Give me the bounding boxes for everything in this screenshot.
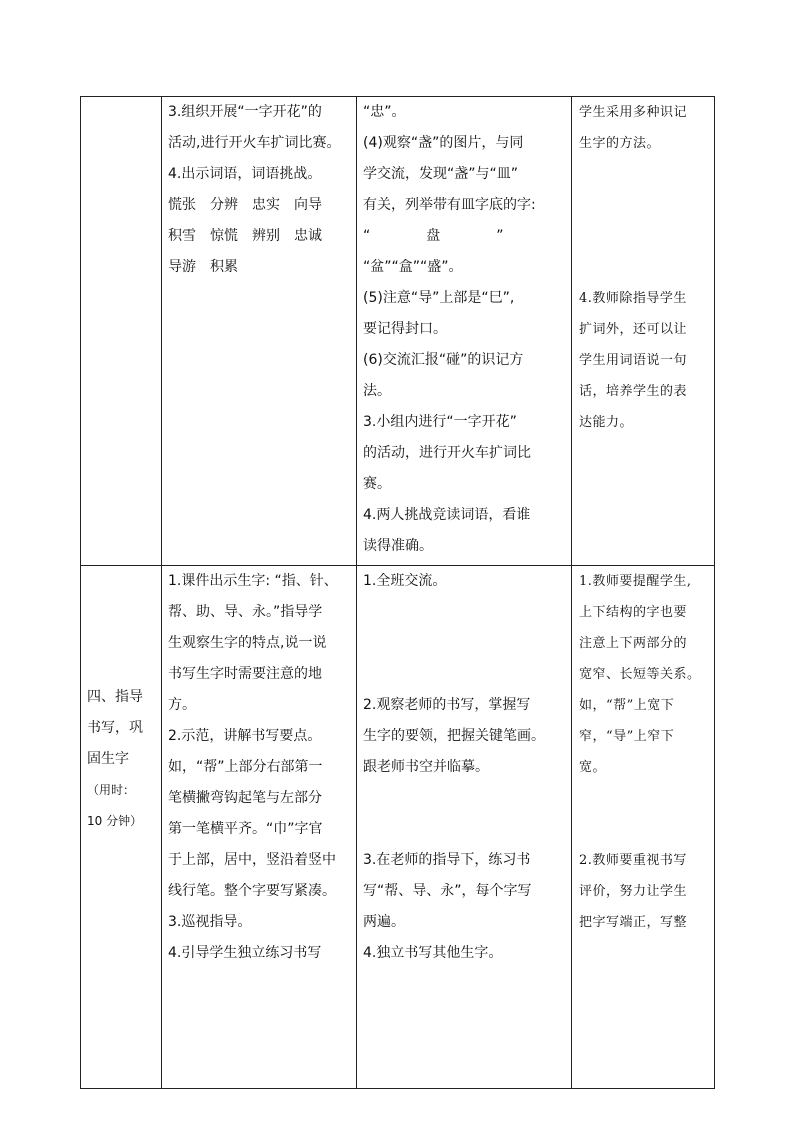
text-line: (5)注意“导”上部是“巳”, (363, 290, 515, 306)
stage-cell (81, 566, 162, 1089)
text-line: 有关，列举带有皿字底的字: (363, 197, 536, 213)
stage-cell-empty (81, 97, 162, 566)
text-line: 跟老师书空并临摹。 (363, 759, 489, 775)
teacher-activity-cell (162, 566, 357, 1089)
text-line: 第一笔横平齐。“巾”字官 (168, 821, 323, 837)
text-line: 把字写端正，写整 (579, 915, 688, 930)
text-line: 帮、助、导、永。”指导学 (168, 604, 323, 620)
stage-title-line: 书写，巩 (87, 720, 143, 736)
student-activity-cell (357, 97, 572, 566)
text-line: “ 盘 ” (363, 228, 504, 244)
text-line: 3.小组内进行“一字开花” (363, 414, 517, 430)
student-activity-cell (357, 566, 572, 1089)
lesson-plan-table (80, 96, 715, 1089)
text-line: 扩词外，还可以让 (579, 322, 688, 337)
text-line: (4)观察“盏”的图片，与同 (363, 135, 524, 151)
text-line: 生字的方法。 (579, 136, 661, 151)
text-line: “盆”“盒”“盛”。 (363, 259, 463, 275)
stage-title-line: 固生字 (87, 751, 129, 767)
teacher-activity-cell (162, 97, 357, 566)
text-line: 注意上下两部分的 (579, 636, 688, 651)
text-line: 2.教师要重视书写 (579, 853, 687, 868)
text-line: 1.教师要提醒学生, (579, 574, 692, 589)
stage-duration-line: 10 分钟） (87, 814, 143, 828)
text-line: 书写生字时需要注意的地 (168, 666, 322, 682)
text-line: 1.全班交流。 (363, 573, 447, 589)
text-line: 如，“帮”上部分右部第一 (168, 759, 323, 775)
text-line: 话，培养学生的表 (579, 384, 688, 399)
table-row (81, 566, 715, 1089)
text-line: 4.两人挑战竞读词语，看谁 (363, 507, 531, 523)
text-line: 2.观察老师的书写，掌握写 (363, 697, 531, 713)
design-notes-cell (572, 97, 715, 566)
text-line: 要记得封口。 (363, 321, 447, 337)
stage-title-line: 四、指导 (87, 689, 143, 705)
text-line: (6)交流汇报“碰”的识记方 (363, 352, 524, 368)
text-line: 方。 (168, 697, 196, 713)
text-line: 3.巡视指导。 (168, 914, 252, 930)
design-notes-cell (572, 566, 715, 1089)
text-line: 活动,进行开火车扩词比赛。 (168, 135, 341, 151)
text-line: 3.组织开展“一字开花”的 (168, 104, 322, 120)
text-line: 读得准确。 (363, 538, 433, 554)
text-line: 4.出示词语，词语挑战。 (168, 166, 322, 182)
table-row (81, 97, 715, 566)
text-line: 于上部，居中，竖沿着竖中 (168, 852, 336, 868)
text-line: 达能力。 (579, 415, 634, 430)
text-line: 3.在老师的指导下，练习书 (363, 852, 531, 868)
text-line: 生字的要领，把握关键笔画。 (363, 728, 545, 744)
text-line: 笔横撇弯钩起笔与左部分 (168, 790, 322, 806)
text-line: 2.示范，讲解书写要点。 (168, 728, 322, 744)
word-list-line: 积雪 惊慌 辨别 忠诚 (168, 228, 322, 244)
text-line: 两遍。 (363, 914, 405, 930)
text-line: 写“帮、导、永”，每个字写 (363, 883, 532, 899)
text-line: 线行笔。整个字要写紧凑。 (168, 883, 336, 899)
text-line: 生观察生字的特点,说一说 (168, 635, 327, 651)
text-line: 1.课件出示生字: “指、针、 (168, 573, 338, 589)
word-list-line: 慌张 分辨 忠实 向导 (168, 197, 322, 213)
text-line: 宽。 (579, 760, 607, 775)
text-line: 法。 (363, 383, 391, 399)
text-line: 学生采用多种识记 (579, 105, 688, 120)
text-line: “忠”。 (363, 104, 406, 120)
word-list-line: 导游 积累 (168, 259, 238, 275)
stage-duration-line: （用时： (87, 783, 136, 797)
text-line: 窄，“导”上窄下 (579, 729, 675, 744)
text-line: 4.引导学生独立练习书写 (168, 945, 322, 961)
text-line: 赛。 (363, 476, 391, 492)
text-line: 学生用词语说一句 (579, 353, 688, 368)
text-line: 4.教师除指导学生 (579, 291, 687, 306)
text-line: 评价，努力让学生 (579, 884, 688, 899)
text-line: 学交流，发现“盏”与“皿” (363, 166, 519, 182)
text-line: 的活动，进行开火车扩词比 (363, 445, 531, 461)
text-line: 宽窄、长短等关系。 (579, 667, 701, 682)
text-line: 4.独立书写其他生字。 (363, 945, 503, 961)
text-line: 上下结构的字也要 (579, 605, 688, 620)
text-line: 如，“帮”上宽下 (579, 698, 675, 713)
